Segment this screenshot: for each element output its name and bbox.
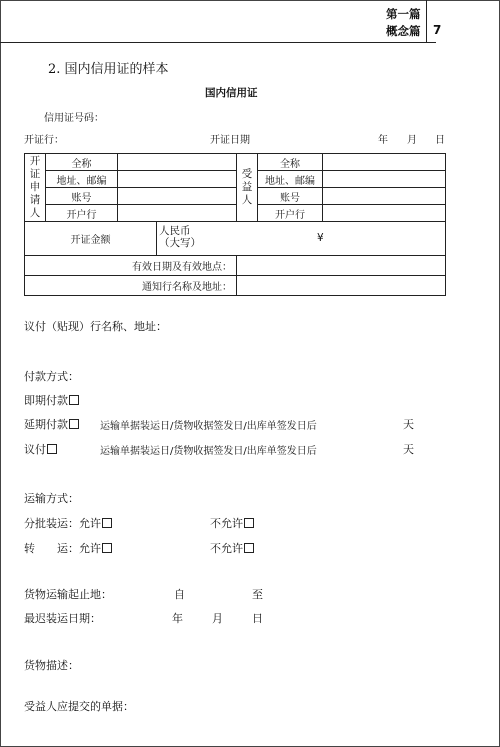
amount-currency: 人民币 [159, 225, 191, 237]
header-part: 第一篇 [386, 7, 421, 21]
advising-bank-value [237, 276, 446, 296]
partial-not-allowed: 不允许 [210, 515, 254, 531]
partial-not-allowed-checkbox[interactable] [244, 518, 254, 528]
beneficiary-name-label: 全称 [258, 154, 323, 171]
beneficiary-address-label: 地址、邮编 [258, 171, 323, 188]
negotiating-bank-label: 议付（贴现）行名称、地址： [24, 320, 167, 333]
issue-date-label: 开证日期 [210, 135, 250, 146]
transshipment: 转 运：允许 [24, 540, 112, 556]
transship-not-allowed: 不允许 [210, 540, 254, 556]
applicant-name-value [118, 154, 237, 171]
applicant-label: 开 证 申 请 人 [25, 154, 46, 222]
header-section: 概念篇 [386, 24, 421, 38]
documents-label: 受益人应提交的单据： [24, 700, 134, 713]
issue-date-month: 月 [407, 135, 417, 146]
applicant-bank-value [118, 205, 237, 222]
latest-shipment-month: 月 [212, 612, 223, 625]
payment-title: 付款方式： [24, 370, 79, 383]
expiry-value [237, 256, 446, 276]
goods-description-label: 货物描述： [24, 659, 79, 672]
applicant-account-label: 账号 [46, 188, 118, 205]
beneficiary-bank-label: 开户行 [258, 205, 323, 222]
sight-checkbox[interactable] [69, 395, 79, 405]
shipment-title: 运输方式： [24, 492, 79, 505]
partial-allowed-checkbox[interactable] [102, 518, 112, 528]
document-title: 国内信用证 [205, 87, 258, 99]
issuing-bank-label: 开证行： [24, 135, 64, 146]
negotiation-checkbox[interactable] [47, 444, 57, 454]
page-number: 7 [433, 23, 442, 37]
applicant-address-label: 地址、邮编 [46, 171, 118, 188]
section-title: 2. 国内信用证的样本 [48, 62, 169, 77]
beneficiary-account-label: 账号 [258, 188, 323, 205]
amount-label: 开证金额 [25, 222, 157, 256]
route-to: 至 [252, 588, 263, 601]
payment-deferred: 延期付款 [24, 416, 79, 432]
latest-shipment-year: 年 [172, 612, 183, 625]
issue-date-day: 日 [435, 135, 445, 146]
negotiation-days: 天 [403, 443, 414, 456]
partial-shipment: 分批装运：允许 [24, 515, 112, 531]
beneficiary-account-value [323, 188, 446, 205]
transship-allowed-checkbox[interactable] [102, 543, 112, 553]
header-divider [426, 0, 427, 43]
applicant-address-value [118, 171, 237, 188]
payment-sight: 即期付款 [24, 392, 79, 408]
payment-negotiation: 议付 [24, 441, 57, 457]
amount-in-words: （大写） [159, 237, 201, 249]
route-from: 自 [174, 588, 185, 601]
applicant-name-label: 全称 [46, 154, 118, 171]
latest-shipment-day: 日 [252, 612, 263, 625]
expiry-label: 有效日期及有效地点： [25, 256, 237, 276]
negotiation-condition: 运输单据装运日/货物收据签发日/出库单签发日后 [100, 446, 317, 457]
applicant-bank-label: 开户行 [46, 205, 118, 222]
deferred-days: 天 [403, 418, 414, 431]
deferred-checkbox[interactable] [69, 419, 79, 429]
issue-date-year: 年 [378, 135, 388, 146]
beneficiary-address-value [323, 171, 446, 188]
beneficiary-name-value [323, 154, 446, 171]
applicant-account-value [118, 188, 237, 205]
deferred-condition: 运输单据装运日/货物收据签发日/出库单签发日后 [100, 421, 317, 432]
beneficiary-label: 受 益 人 [237, 154, 258, 222]
beneficiary-bank-value [323, 205, 446, 222]
lc-number-label: 信用证号码： [44, 113, 104, 124]
amount-value [157, 222, 446, 256]
route-label: 货物运输起止地： [24, 588, 112, 601]
lc-form-table [24, 153, 446, 296]
latest-shipment-label: 最迟装运日期： [24, 612, 101, 625]
advising-bank-label: 通知行名称及地址： [25, 276, 237, 296]
transship-not-allowed-checkbox[interactable] [244, 543, 254, 553]
amount-symbol: ¥ [317, 232, 324, 244]
header-rule [0, 42, 436, 43]
